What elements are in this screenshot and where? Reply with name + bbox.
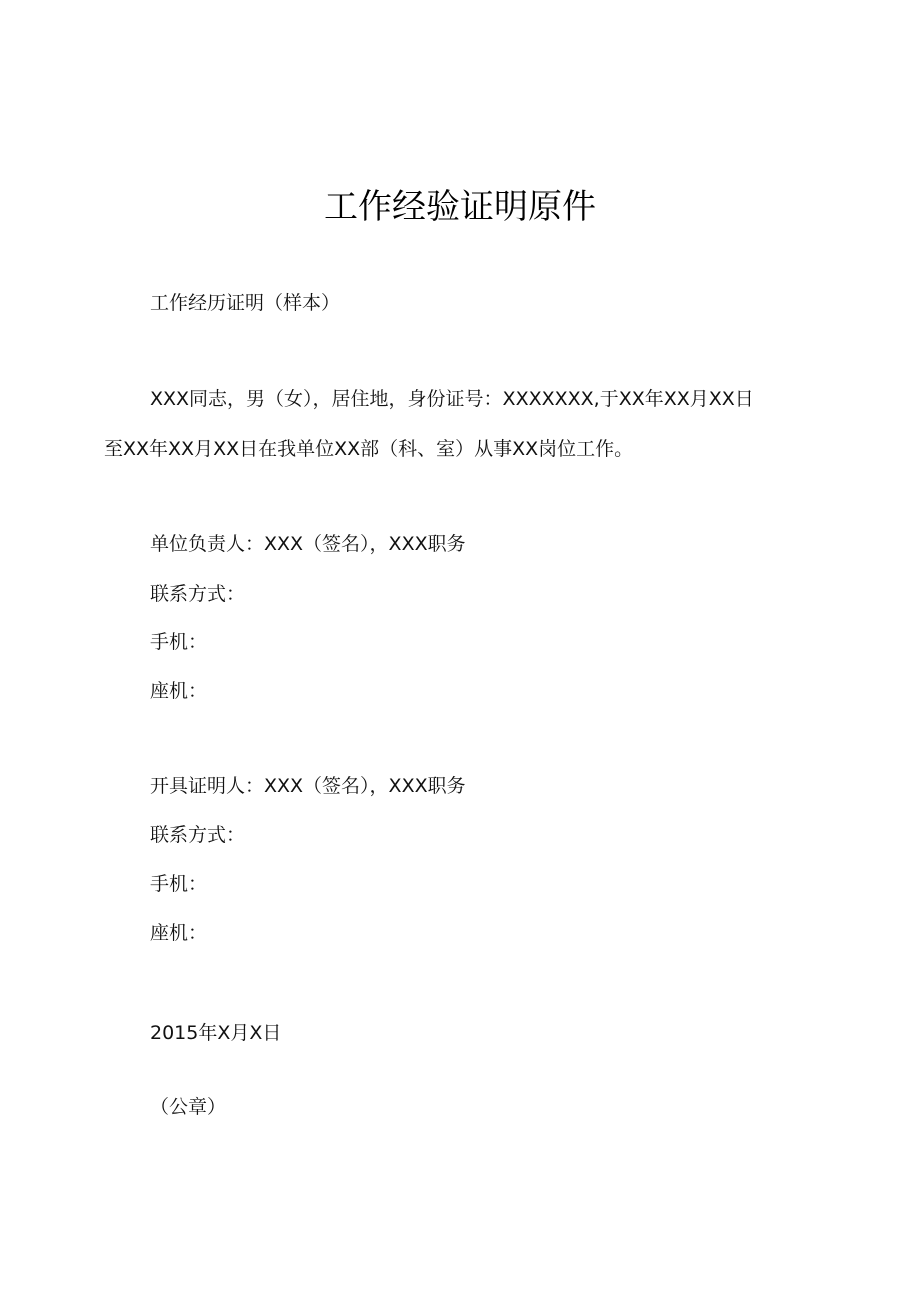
official-seal-label: （公章） [150, 1096, 227, 1118]
unit-leader-landline: 座机： [150, 680, 208, 702]
issuer-line: 开具证明人：XXX（签名），XXX职务 [150, 775, 466, 797]
issuer-contact: 联系方式： [150, 824, 246, 846]
body-text-line-2: 至XX年XX月XX日在我单位XX部（科、室）从事XX岗位工作。 [104, 438, 634, 460]
issuer-mobile: 手机： [150, 873, 208, 895]
document-subtitle: 工作经历证明（样本） [150, 292, 341, 314]
document-date: 2015年X月X日 [150, 1022, 282, 1044]
unit-leader-line: 单位负责人：XXX（签名），XXX职务 [150, 533, 466, 555]
unit-leader-contact: 联系方式： [150, 583, 246, 605]
document-title: 工作经验证明原件 [324, 187, 596, 227]
body-text-line-1: XXX同志，男（女），居住地，身份证号：XXXXXXX,于XX年XX月XX日 [150, 388, 754, 410]
issuer-landline: 座机： [150, 922, 208, 944]
unit-leader-mobile: 手机： [150, 631, 208, 653]
